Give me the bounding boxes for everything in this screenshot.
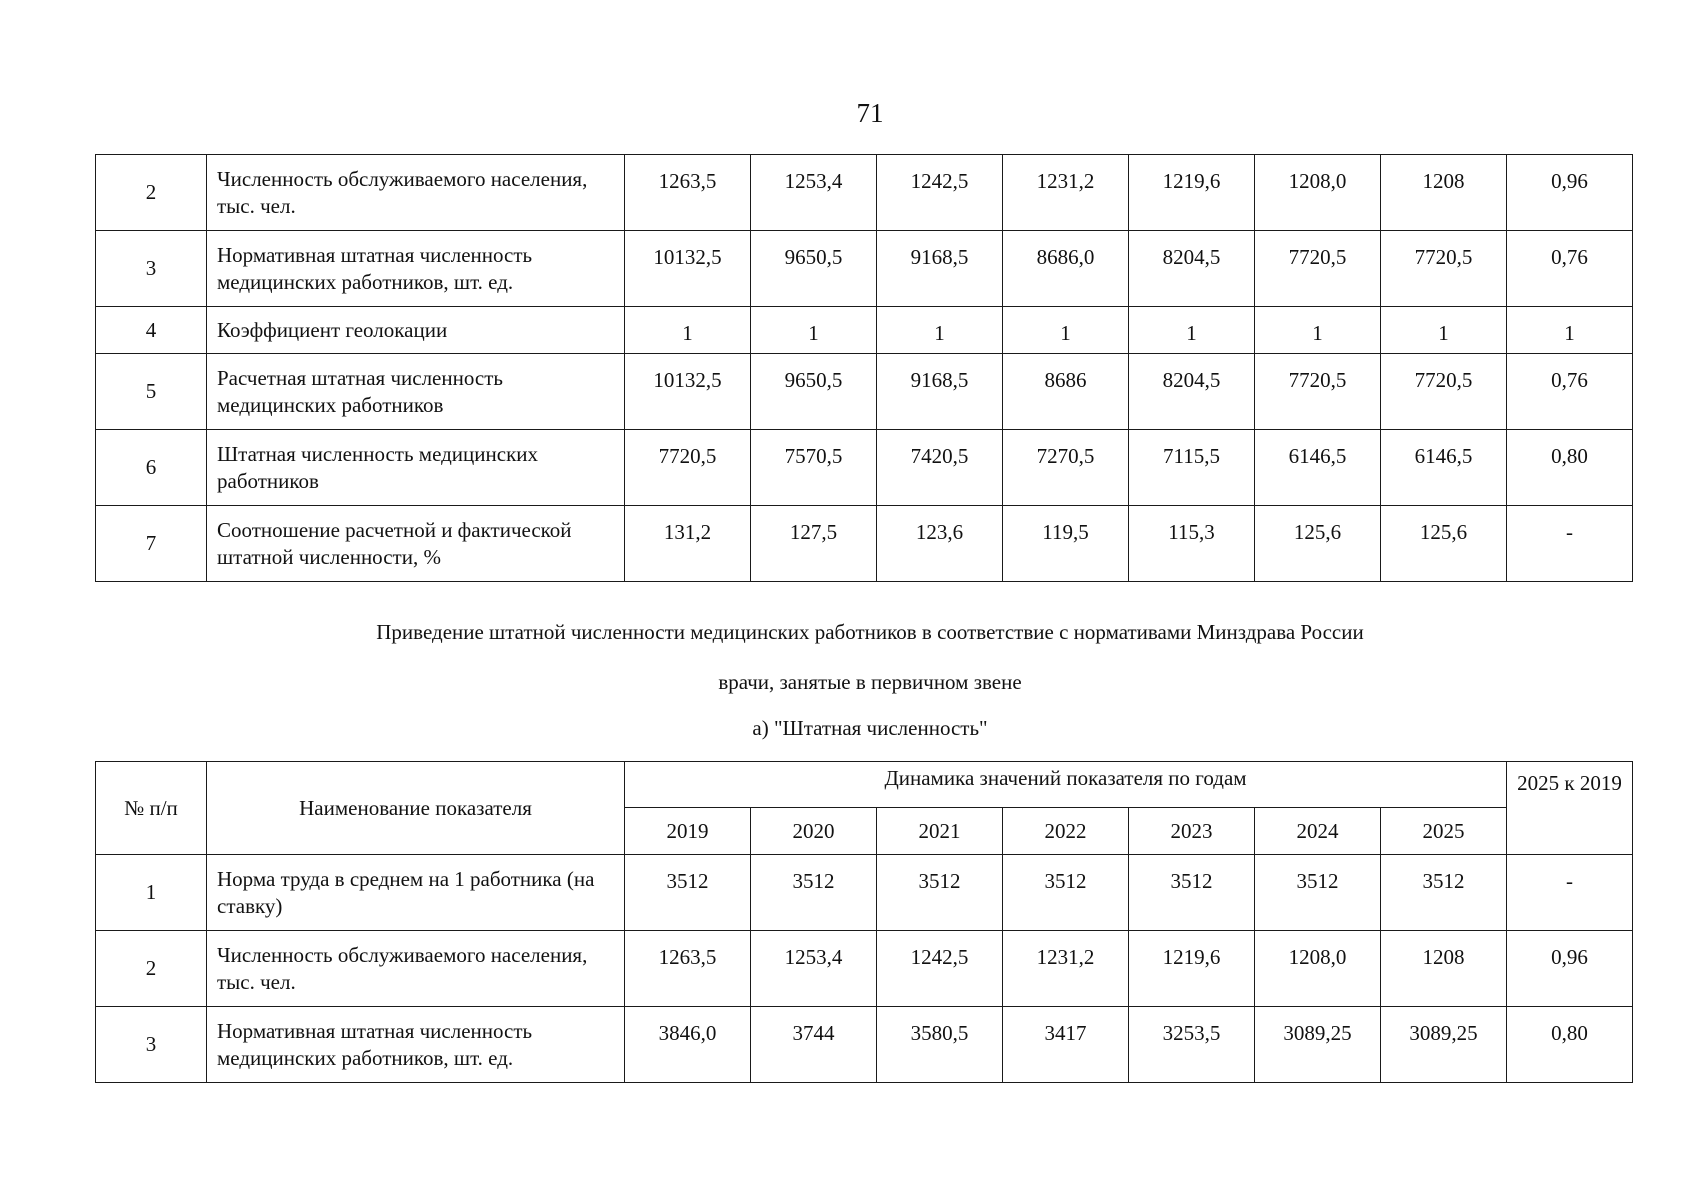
row-number: 3 [96, 231, 207, 307]
value-cell: 1242,5 [877, 931, 1003, 1007]
value-cell: 3512 [751, 855, 877, 931]
value-cell: 1253,4 [751, 931, 877, 1007]
row-number: 1 [96, 855, 207, 931]
header-indicator-name: Наименование показателя [207, 762, 625, 855]
value-cell: 1219,6 [1129, 155, 1255, 231]
value-cell: 131,2 [625, 506, 751, 582]
value-cell: 119,5 [1003, 506, 1129, 582]
table-row [96, 1007, 1633, 1083]
indicator-name: Численность обслуживаемого населения, тыс. чел. [207, 931, 625, 1007]
section-subheading: врачи, занятые в первичном звене [718, 670, 1022, 694]
header-year: 2024 [1255, 808, 1381, 855]
indicator-name: Норма труда в среднем на 1 работника (на ставку) [207, 855, 625, 931]
value-cell: 7720,5 [1381, 354, 1507, 430]
value-cell: 1263,5 [625, 931, 751, 1007]
table1-body [96, 155, 1633, 582]
value-cell: 7720,5 [625, 430, 751, 506]
table-row [96, 430, 1633, 506]
value-cell: 3846,0 [625, 1007, 751, 1083]
value-cell: 3512 [625, 855, 751, 931]
ratio-cell: - [1507, 506, 1633, 582]
value-cell: 1253,4 [751, 155, 877, 231]
value-cell: 1208,0 [1255, 155, 1381, 231]
value-cell: 1242,5 [877, 155, 1003, 231]
ratio-cell: 0,80 [1507, 430, 1633, 506]
row-number: 2 [96, 931, 207, 1007]
value-cell: 3512 [877, 855, 1003, 931]
row-number: 4 [96, 307, 207, 354]
value-cell: 8204,5 [1129, 231, 1255, 307]
value-cell: 1263,5 [625, 155, 751, 231]
value-cell: 115,3 [1129, 506, 1255, 582]
header-year: 2020 [751, 808, 877, 855]
value-cell: 7115,5 [1129, 430, 1255, 506]
row-number: 2 [96, 155, 207, 231]
header-year: 2022 [1003, 808, 1129, 855]
ratio-cell: 0,80 [1507, 1007, 1633, 1083]
value-cell: 1208 [1381, 155, 1507, 231]
value-cell: 7570,5 [751, 430, 877, 506]
header-year: 2021 [877, 808, 1003, 855]
value-cell: 125,6 [1255, 506, 1381, 582]
value-cell: 3417 [1003, 1007, 1129, 1083]
value-cell: 3512 [1129, 855, 1255, 931]
staffing-table-primary-doctors [95, 761, 1633, 1083]
value-cell: 125,6 [1381, 506, 1507, 582]
value-cell: 7270,5 [1003, 430, 1129, 506]
value-cell: 1 [877, 307, 1003, 354]
value-cell: 3512 [1381, 855, 1507, 931]
ratio-cell: 0,96 [1507, 155, 1633, 231]
value-cell: 1219,6 [1129, 931, 1255, 1007]
indicator-name: Нормативная штатная численность медицинских работников, шт. ед. [207, 231, 625, 307]
value-cell: 7720,5 [1255, 354, 1381, 430]
table-row [96, 931, 1633, 1007]
table-row [96, 307, 1633, 354]
table-row [96, 231, 1633, 307]
value-cell: 1 [1129, 307, 1255, 354]
ratio-cell: 1 [1507, 307, 1633, 354]
value-cell: 127,5 [751, 506, 877, 582]
value-cell: 10132,5 [625, 231, 751, 307]
header-year: 2025 [1381, 808, 1507, 855]
value-cell: 3512 [1255, 855, 1381, 931]
value-cell: 1231,2 [1003, 155, 1129, 231]
value-cell: 8686,0 [1003, 231, 1129, 307]
page-number: 71 [856, 98, 884, 128]
ratio-cell: - [1507, 855, 1633, 931]
table-row [96, 155, 1633, 231]
value-cell: 3580,5 [877, 1007, 1003, 1083]
section-heading: Приведение штатной численности медицинских работников в соответствие с нормативами Минздрава России [376, 620, 1364, 644]
value-cell: 3089,25 [1381, 1007, 1507, 1083]
value-cell: 1 [1255, 307, 1381, 354]
table-row [96, 855, 1633, 931]
value-cell: 9168,5 [877, 231, 1003, 307]
header-year: 2023 [1129, 808, 1255, 855]
value-cell: 1 [751, 307, 877, 354]
value-cell: 1208 [1381, 931, 1507, 1007]
header-ratio-2025-2019: 2025 к 2019 [1507, 762, 1633, 855]
row-number: 6 [96, 430, 207, 506]
value-cell: 1 [1003, 307, 1129, 354]
value-cell: 123,6 [877, 506, 1003, 582]
value-cell: 8204,5 [1129, 354, 1255, 430]
indicator-name: Штатная численность медицинских работников [207, 430, 625, 506]
value-cell: 1 [625, 307, 751, 354]
value-cell: 6146,5 [1255, 430, 1381, 506]
header-number: № п/п [96, 762, 207, 855]
value-cell: 7420,5 [877, 430, 1003, 506]
value-cell: 3253,5 [1129, 1007, 1255, 1083]
table-row [96, 506, 1633, 582]
value-cell: 3512 [1003, 855, 1129, 931]
indicator-name: Расчетная штатная численность медицинских работников [207, 354, 625, 430]
value-cell: 1231,2 [1003, 931, 1129, 1007]
indicator-name: Численность обслуживаемого населения, тыс. чел. [207, 155, 625, 231]
value-cell: 1208,0 [1255, 931, 1381, 1007]
value-cell: 10132,5 [625, 354, 751, 430]
value-cell: 7720,5 [1255, 231, 1381, 307]
value-cell: 6146,5 [1381, 430, 1507, 506]
value-cell: 3089,25 [1255, 1007, 1381, 1083]
ratio-cell: 0,76 [1507, 231, 1633, 307]
table-row [96, 354, 1633, 430]
value-cell: 1 [1381, 307, 1507, 354]
value-cell: 8686 [1003, 354, 1129, 430]
indicator-name: Соотношение расчетной и фактической штатной численности, % [207, 506, 625, 582]
ratio-cell: 0,76 [1507, 354, 1633, 430]
value-cell: 7720,5 [1381, 231, 1507, 307]
header-year: 2019 [625, 808, 751, 855]
indicator-name: Нормативная штатная численность медицинских работников, шт. ед. [207, 1007, 625, 1083]
ratio-cell: 0,96 [1507, 931, 1633, 1007]
value-cell: 9650,5 [751, 354, 877, 430]
row-number: 3 [96, 1007, 207, 1083]
table2-body [96, 855, 1633, 1083]
staffing-table-continued [95, 154, 1633, 582]
row-number: 5 [96, 354, 207, 430]
header-dynamics-by-year: Динамика значений показателя по годам [625, 762, 1507, 808]
indicator-name: Коэффициент геолокации [207, 307, 625, 354]
value-cell: 3744 [751, 1007, 877, 1083]
value-cell: 9650,5 [751, 231, 877, 307]
table-title: а) "Штатная численность" [752, 716, 988, 740]
row-number: 7 [96, 506, 207, 582]
value-cell: 9168,5 [877, 354, 1003, 430]
